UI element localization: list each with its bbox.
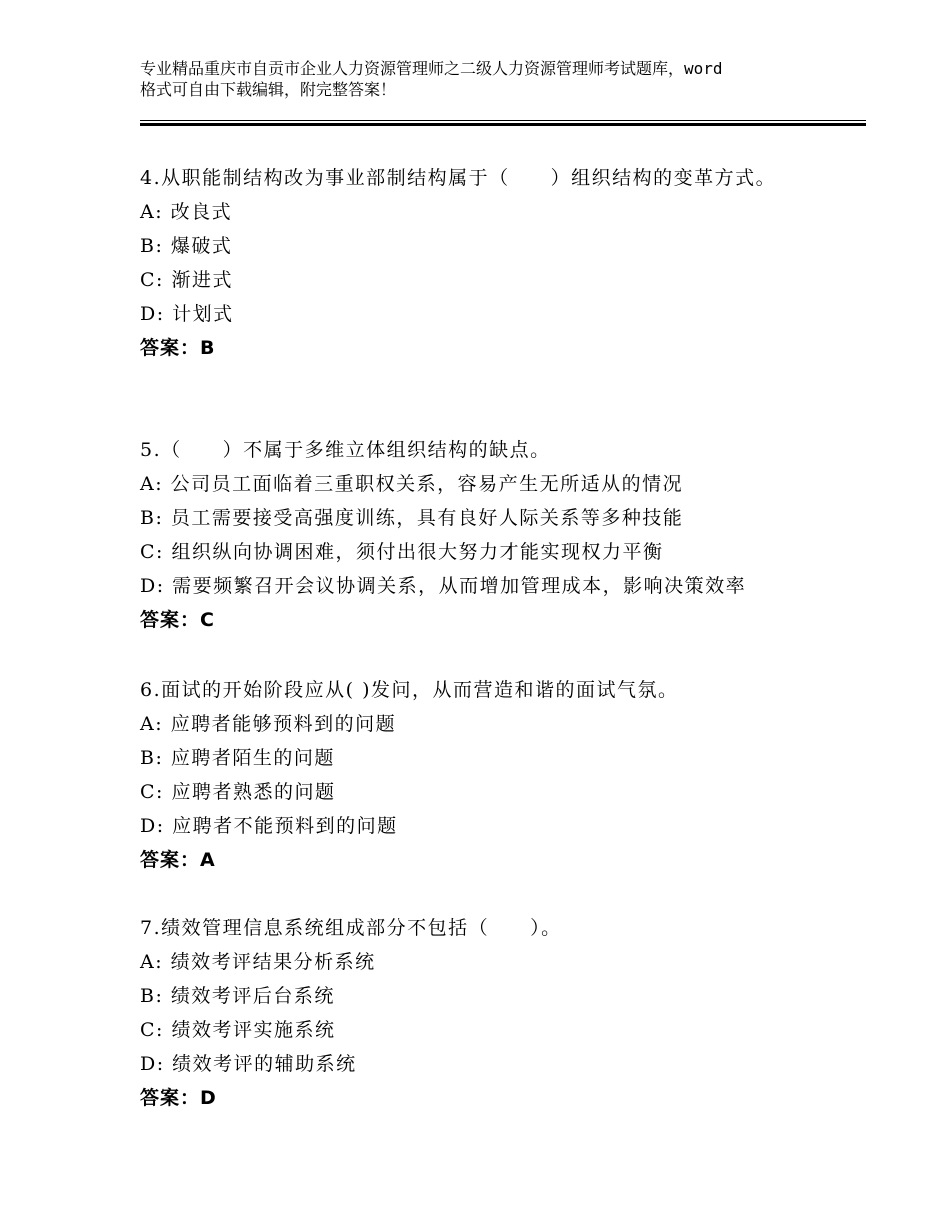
question-4 (140, 161, 780, 365)
option-a: A: 应聘者能够预料到的问题 (140, 713, 397, 735)
option-d: D: 需要频繁召开会议协调关系，从而增加管理成本，影响决策效率 (140, 575, 747, 597)
question-7 (140, 911, 780, 1115)
option-d: D: 应聘者不能预料到的问题 (140, 815, 398, 837)
answer-label: 答案：A (140, 849, 216, 871)
option-c: C: 组织纵向协调困难，须付出很大努力才能实现权力平衡 (140, 541, 664, 563)
option-c: C: 绩效考评实施系统 (140, 1019, 336, 1041)
answer-label: 答案：D (140, 1087, 217, 1109)
option-b: B: 爆破式 (140, 235, 233, 257)
option-b: B: 员工需要接受高强度训练，具有良好人际关系等多种技能 (140, 507, 684, 529)
option-d: D: 绩效考评的辅助系统 (140, 1053, 357, 1075)
option-d: D: 计划式 (140, 303, 234, 325)
question-stem: 5.（ ）不属于多维立体组织结构的缺点。 (140, 439, 551, 461)
header-divider-thin (140, 120, 866, 121)
question-stem: 4.从职能制结构改为事业部制结构属于（ ）组织结构的变革方式。 (140, 167, 777, 189)
option-c: C: 应聘者熟悉的问题 (140, 781, 336, 803)
header-divider-thick (140, 123, 866, 126)
header-line-2: 格式可自由下载编辑，附完整答案！ (140, 80, 397, 99)
document-header (140, 58, 840, 100)
answer-label: 答案：C (140, 609, 215, 631)
question-6 (140, 673, 780, 877)
option-a: A: 改良式 (140, 201, 233, 223)
answer-label: 答案：B (140, 337, 216, 359)
option-a: A: 绩效考评结果分析系统 (140, 951, 376, 973)
option-b: B: 应聘者陌生的问题 (140, 747, 335, 769)
option-a: A: 公司员工面临着三重职权关系，容易产生无所适从的情况 (140, 473, 684, 495)
question-stem: 7.绩效管理信息系统组成部分不包括（ ）。 (140, 917, 562, 939)
question-stem: 6.面试的开始阶段应从( )发问，从而营造和谐的面试气氛。 (140, 679, 679, 701)
option-b: B: 绩效考评后台系统 (140, 985, 335, 1007)
question-5 (140, 433, 780, 637)
header-line-1: 专业精品重庆市自贡市企业人力资源管理师之二级人力资源管理师考试题库，word (140, 59, 723, 78)
option-c: C: 渐进式 (140, 269, 233, 291)
